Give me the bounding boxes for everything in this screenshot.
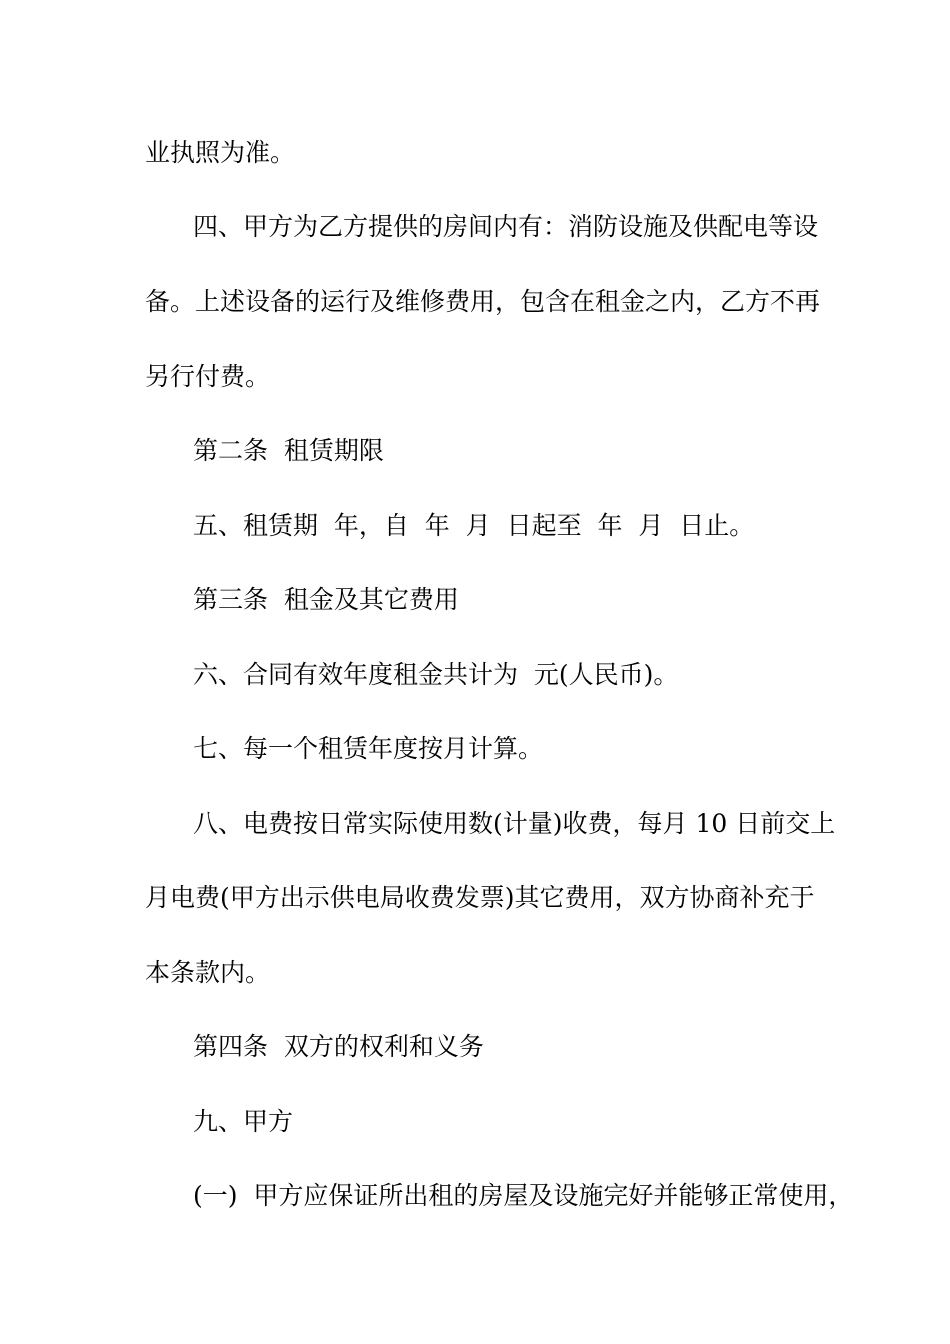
section-heading: 第四条 双方的权利和义务 bbox=[193, 1032, 484, 1061]
paragraph-line: 六、合同有效年度租金共计为 元(人民币)。 bbox=[193, 660, 679, 689]
paragraph-line: 九、甲方 bbox=[193, 1107, 294, 1136]
paragraph-line: 另行付费。 bbox=[145, 362, 271, 391]
paragraph-line: 四、甲方为乙方提供的房间内有：消防设施及供配电等设 bbox=[193, 212, 819, 241]
section-heading: 第二条 租赁期限 bbox=[193, 436, 384, 465]
paragraph-line: 月电费(甲方出示供电局收费发票)其它费用，双方协商补充于 bbox=[145, 883, 815, 912]
paragraph-line: 五、租赁期 年，自 年 月 日起至 年 月 日止。 bbox=[193, 511, 755, 540]
section-heading: 第三条 租金及其它费用 bbox=[193, 585, 459, 614]
paragraph-line: 备。上述设备的运行及维修费用，包含在租金之内，乙方不再 bbox=[145, 287, 821, 316]
paragraph-line: 本条款内。 bbox=[145, 958, 271, 987]
paragraph-line: 七、每一个租赁年度按月计算。 bbox=[193, 734, 544, 763]
paragraph-line: 八、电费按日常实际使用数(计量)收费，每月 10 日前交上 bbox=[193, 809, 836, 838]
paragraph-line: (一) 甲方应保证所出租的房屋及设施完好并能够正常使用， bbox=[193, 1181, 854, 1210]
paragraph-line: 业执照为准。 bbox=[145, 138, 296, 167]
